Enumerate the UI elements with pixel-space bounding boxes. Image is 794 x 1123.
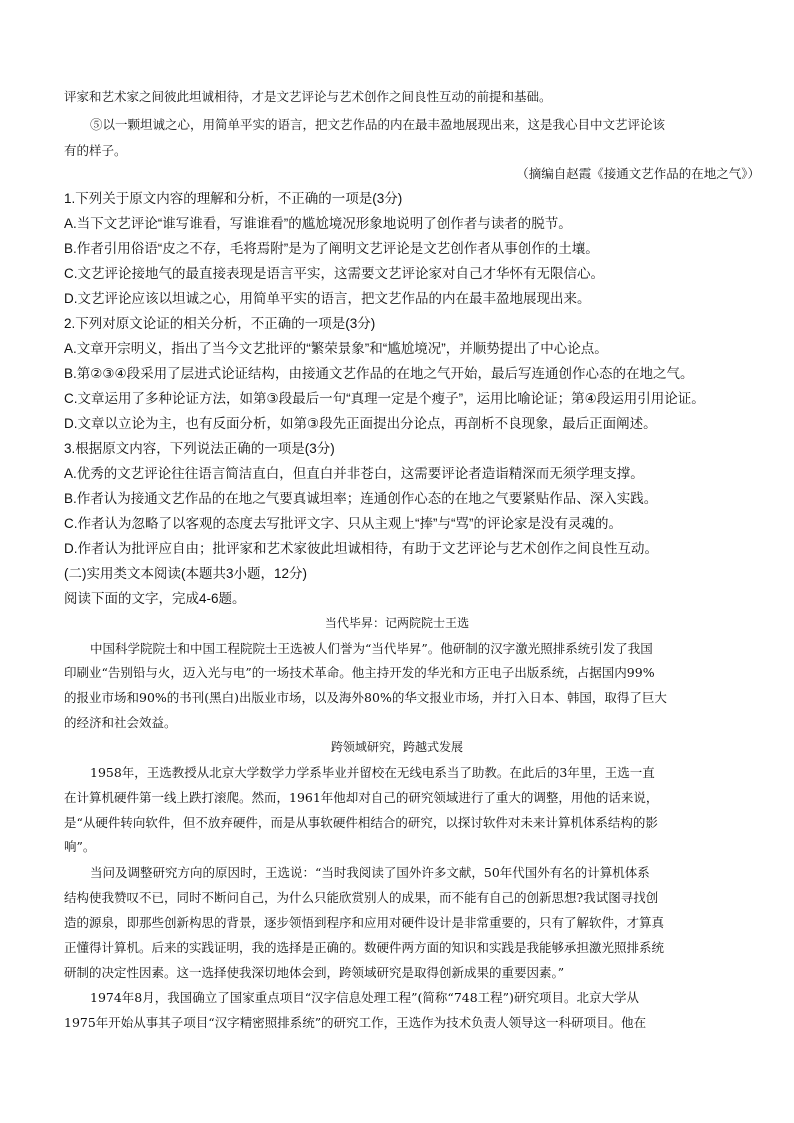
article-line: 在计算机硬件第一线上跌打滚爬。然而，1961年他却对自己的研究领域进行了重大的调整，用他的话来说， — [64, 790, 659, 805]
article-line: 印刷业“告别铅与火，迈入光与电”的一场技术革命。他主持开发的华光和方正电子出版系统，占据国内99% — [64, 665, 655, 680]
question-2-stem: 2.下列对原文论证的相关分析，不正确的一项是(3分) — [64, 316, 376, 331]
question-1-option-c: C.文艺评论接地气的最直接表现是语言平实，这需要文艺评论家对自己才华怀有无限信心。 — [64, 266, 604, 281]
question-2-option-a: A.文章开宗明义，指出了当今文艺批评的“繁荣景象”和“尴尬境况”，并顺势提出了中心论点。 — [64, 341, 608, 356]
article-line: 中国科学院院士和中国工程院院士王选被人们誉为“当代毕昇”。他研制的汉字激光照排系统引发了我国 — [90, 641, 653, 656]
article-line: 结构使我赞叹不已，同时不断问自己，为什么只能欣赏别人的成果，而不能有自己的创新思想?我试图寻找创 — [64, 890, 659, 905]
article-line: 当问及调整研究方向的原因时，王选说：“当时我阅读了国外许多文献，50年代国外有名的计算机体系 — [90, 865, 650, 880]
article-line: 正懂得计算机。后来的实践证明，我的选择是正确的。数硬件两方面的知识和实践是我能够承担激光照排系统 — [64, 940, 665, 955]
article-line: 研制的决定性因素。这一选择使我深切地体会到，跨领域研究是取得创新成果的重要因素。” — [64, 965, 565, 980]
article-subtitle: 跨领域研究，跨越式发展 — [330, 740, 464, 754]
article-line: 响”。 — [64, 839, 96, 854]
passage-line: 有的样子。 — [64, 143, 127, 158]
passage-line: 评家和艺术家之间彼此坦诚相待，才是文艺评论与艺术创作之间良性互动的前提和基础。 — [64, 89, 552, 104]
section-instruction: 阅读下面的文字，完成4-6题。 — [64, 591, 246, 606]
section-heading: (二)实用类文本阅读(本题共3小题，12分) — [64, 566, 308, 581]
article-line: 1958年，王选教授从北京大学数学力学系毕业并留校在无线电系当了助教。在此后的3年里，王选一直 — [90, 765, 655, 780]
article-line: 1975年开始从事其子项目“汉字精密照排系统”的研究工作，王选作为技术负责人领导这一科研项目。他在 — [64, 1015, 647, 1030]
question-3-option-a: A.优秀的文艺评论往往语言简洁直白，但直白并非苍白，这需要评论者造诣精深而无须学理支撑。 — [64, 466, 644, 481]
question-1-option-a: A.当下文艺评论“谁写谁看，写谁谁看”的尴尬境况形象地说明了创作者与读者的脱节。 — [64, 216, 572, 231]
question-3-option-b: B.作者认为接通文艺作品的在地之气要真诚坦率；连通创作心态的在地之气要紧贴作品、深入实践。 — [64, 491, 658, 506]
question-1-stem: 1.下列关于原文内容的理解和分析，不正确的一项是(3分) — [64, 191, 403, 206]
question-3-option-d: D.作者认为批评应自由；批评家和艺术家彼此坦诚相待，有助于文艺评论与艺术创作之间良性互动。 — [64, 541, 658, 556]
passage-line: ⑤以一颗坦诚之心，用简单平实的语言，把文艺作品的内在最丰盈地展现出来，这是我心目中文艺评论该 — [90, 117, 666, 132]
article-title: 当代毕昇：记两院院士王选 — [324, 616, 470, 630]
question-3-stem: 3.根据原文内容，下列说法正确的一项是(3分) — [64, 441, 335, 456]
question-3-option-c: C.作者认为忽略了以客观的态度去写批评文字、只从主观上“捧”与“骂”的评论家是没有灵魂的。 — [64, 516, 622, 531]
article-line: 1974年8月，我国确立了国家重点项目“汉字信息处理工程”(简称“748工程”)研究项目。北京大学从 — [90, 990, 639, 1005]
passage-source: （摘编自赵霞《接通文艺作品的在地之气》） — [516, 166, 760, 181]
question-1-option-d: D.文艺评论应该以坦诚之心，用简单平实的语言，把文艺作品的内在最丰盈地展现出来。 — [64, 291, 591, 306]
question-1-option-b: B.作者引用俗语“皮之不存，毛将焉附”是为了阐明文艺评论是文艺创作者从事创作的土壤。 — [64, 241, 599, 256]
question-2-option-c: C.文章运用了多种论证方法，如第③段最后一句“真理一定是个瘦子”，运用比喻论证；第④段运用引用论证。 — [64, 391, 705, 406]
question-2-option-b: B.第②③④段采用了层进式论证结构，由接通文艺作品的在地之气开始，最后写连通创作心态的在地之气。 — [64, 366, 694, 381]
article-line: 的报业市场和90%的书刊(黑白)出版业市场，以及海外80%的华文报业市场，并打入日本、韩国，取得了巨大 — [64, 690, 667, 705]
article-line: 是“从硬件转向软件，但不放弃硬件，而是从事软硬件相结合的研究，以探讨软件对未来计算机体系结构的影 — [64, 815, 658, 830]
article-line: 的经济和社会效益。 — [64, 715, 177, 730]
question-2-option-d: D.文章以立论为主，也有反面分析，如第③段先正面提出分论点，再剖析不良现象，最后正面阐述。 — [64, 416, 657, 431]
article-line: 造的源泉，即那些创新构思的背景，逐步领悟到程序和应用对硬件设计是非常重要的，只有了解软件，才算真 — [64, 915, 665, 930]
